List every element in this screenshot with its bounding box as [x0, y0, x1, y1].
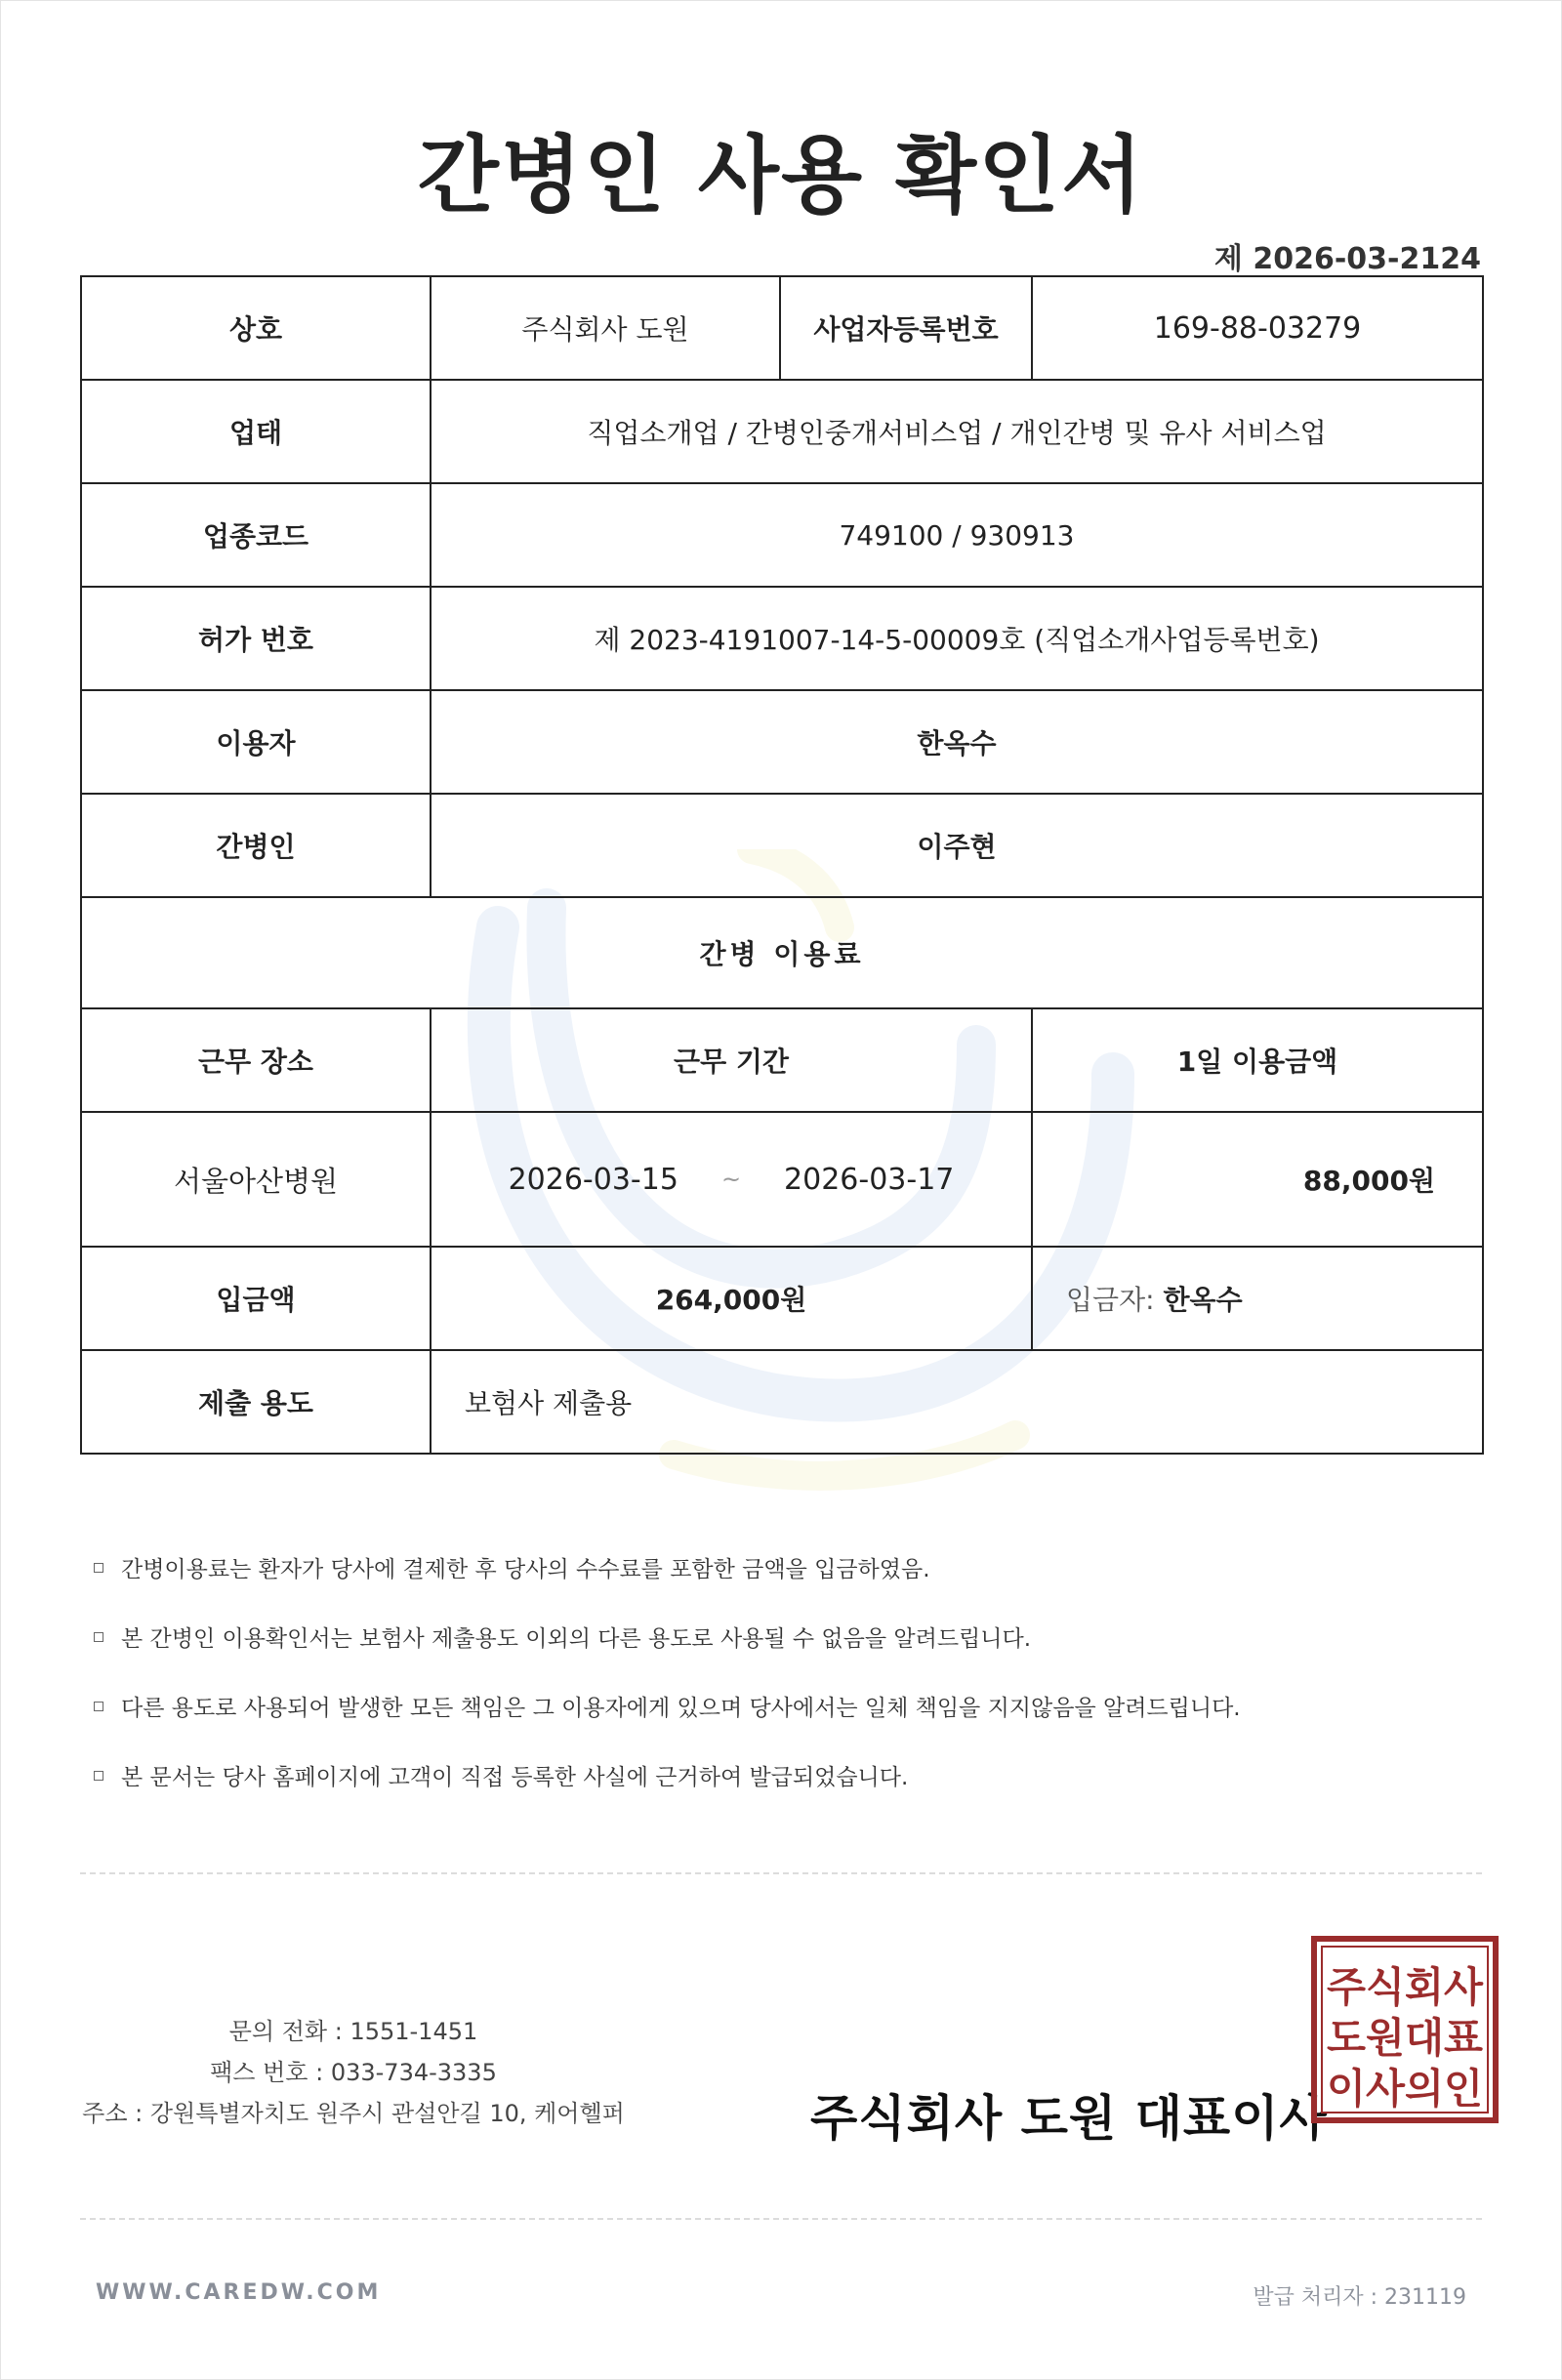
svg-text:도원대표: 도원대표	[1327, 2014, 1484, 2062]
svg-text:주식회사: 주식회사	[1327, 1963, 1485, 2011]
row-purpose	[81, 1350, 1483, 1454]
notes-list	[90, 1533, 1476, 1810]
signature-text: 주식회사 도원 대표이사	[810, 2090, 1328, 2147]
issuer-label: 발급 처리자 :	[1253, 2285, 1378, 2310]
note-text: 간병이용료는 환자가 당사에 결제한 후 당사의 수수료를 포함한 금액을 입금하였음.	[121, 1557, 930, 1582]
issuer-info	[1253, 2280, 1466, 2311]
confirmation-table	[80, 275, 1484, 1455]
caregiver-label: 간병인	[81, 794, 431, 897]
company-value: 주식회사 도원	[431, 276, 780, 380]
bullet-icon	[94, 1702, 103, 1711]
note-text: 다른 용도로 사용되어 발생한 모든 책임은 그 이용자에게 있으며 당사에서는 일체 책임을 지지않음을 알려드립니다.	[121, 1696, 1241, 1721]
deposit-label: 입금액	[81, 1247, 431, 1350]
payer-cell	[1032, 1247, 1483, 1350]
bizno-label: 사업자등록번호	[780, 276, 1032, 380]
contact-address: 주소 : 강원특별자치도 원주시 관설안길 10, 케어헬퍼	[82, 2100, 625, 2127]
biztype-value: 직업소개업 / 간병인중개서비스업 / 개인간병 및 유사 서비스업	[431, 380, 1483, 483]
payer-label: 입금자:	[1066, 1284, 1155, 1316]
license-label: 허가 번호	[81, 587, 431, 690]
place-value: 서울아산병원	[81, 1112, 431, 1247]
bullet-icon	[94, 1632, 103, 1642]
website-link[interactable]: WWW.CAREDW.COM	[96, 2280, 382, 2305]
row-deposit	[81, 1247, 1483, 1350]
bullet-icon	[94, 1563, 103, 1573]
code-label: 업종코드	[81, 483, 431, 587]
row-fee-headers	[81, 1008, 1483, 1112]
bullet-icon	[94, 1771, 103, 1781]
contact-fax: 팩스 번호 : 033-734-3335	[210, 2059, 497, 2086]
user-label: 이용자	[81, 690, 431, 794]
row-user	[81, 690, 1483, 794]
row-company	[81, 276, 1483, 380]
contact-phone: 문의 전화 : 1551-1451	[228, 2018, 478, 2045]
deposit-value: 264,000원	[431, 1247, 1032, 1350]
license-value: 제 2023-4191007-14-5-00009호 (직업소개사업등록번호)	[431, 587, 1483, 690]
biztype-label: 업태	[81, 380, 431, 483]
code-value: 749100 / 930913	[431, 483, 1483, 587]
row-code	[81, 483, 1483, 587]
note-item	[90, 1741, 1476, 1810]
caregiver-value: 이주현	[431, 794, 1483, 897]
row-fee-values	[81, 1112, 1483, 1247]
purpose-label: 제출 용도	[81, 1350, 431, 1454]
period-tilde: ~	[720, 1166, 742, 1193]
period-header: 근무 기간	[431, 1008, 1032, 1112]
bizno-value: 169-88-03279	[1032, 276, 1483, 380]
company-seal	[1310, 1935, 1500, 2124]
document-number: 제 2026-03-2124	[1213, 242, 1481, 276]
row-caregiver	[81, 794, 1483, 897]
period-value	[431, 1112, 1032, 1247]
daily-header: 1일 이용금액	[1032, 1008, 1483, 1112]
divider-bottom	[80, 2218, 1482, 2220]
company-label: 상호	[81, 276, 431, 380]
purpose-value: 보험사 제출용	[431, 1350, 1483, 1454]
issuer-value: 231119	[1384, 2285, 1466, 2310]
fee-section-title: 간병 이용료	[81, 897, 1483, 1008]
start-date: 2026-03-15	[508, 1162, 678, 1197]
document-title: 간병인 사용 확인서	[417, 127, 1145, 225]
daily-value: 88,000원	[1032, 1112, 1483, 1247]
note-text: 본 문서는 당사 홈페이지에 고객이 직접 등록한 사실에 근거하여 발급되었습니다.	[121, 1765, 909, 1790]
row-biztype	[81, 380, 1483, 483]
note-item	[90, 1671, 1476, 1741]
contact-info	[80, 2011, 627, 2134]
row-fee-section	[81, 897, 1483, 1008]
end-date: 2026-03-17	[784, 1162, 955, 1197]
row-license	[81, 587, 1483, 690]
divider-top	[80, 1872, 1482, 1874]
note-text: 본 간병인 이용확인서는 보험사 제출용도 이외의 다른 용도로 사용될 수 없음을 알려드립니다.	[121, 1626, 1032, 1652]
user-value: 한옥수	[431, 690, 1483, 794]
payer-name: 한옥수	[1163, 1284, 1243, 1316]
svg-text:이사의인: 이사의인	[1327, 2065, 1483, 2113]
note-item	[90, 1602, 1476, 1671]
place-header: 근무 장소	[81, 1008, 431, 1112]
note-item	[90, 1533, 1476, 1602]
